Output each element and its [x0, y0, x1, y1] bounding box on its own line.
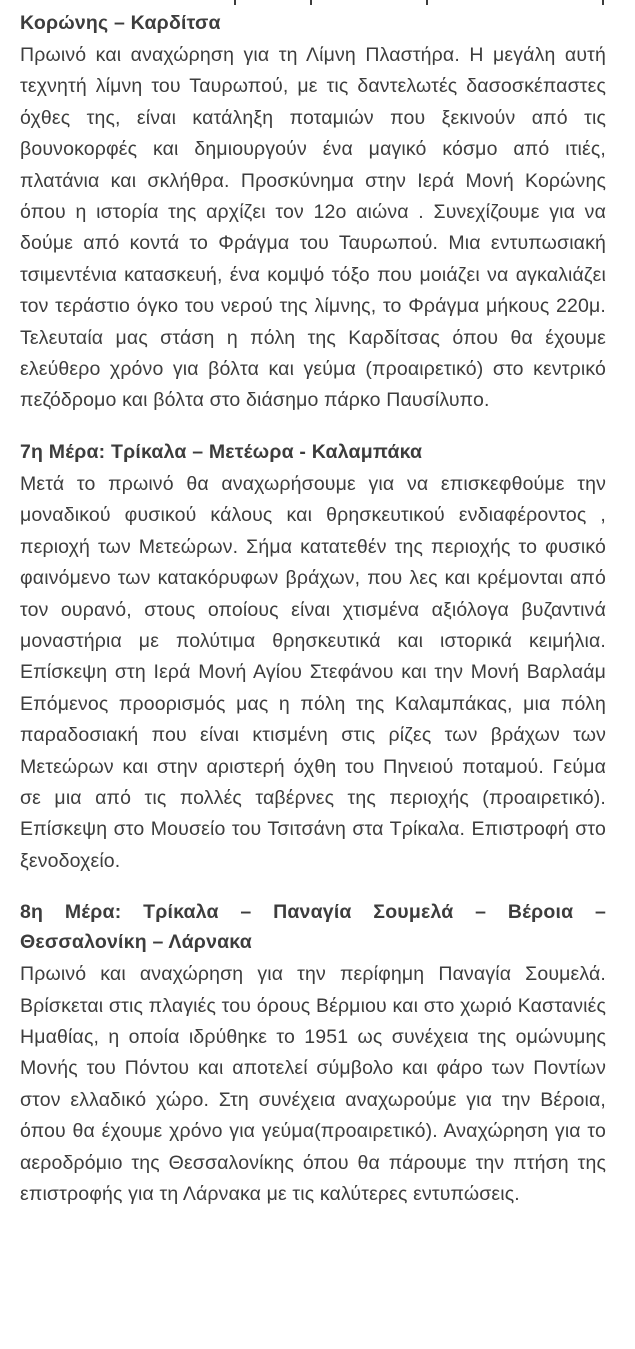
day-section-koronis-karditsa [20, 0, 606, 417]
day-description: Μετά το πρωινό θα αναχωρήσουμε για να επισκεφθούμε την μοναδικού φυσικού κάλους και θρησκευτικού ενδιαφέροντος , περιοχή των Μετεώρων. Σήμα κατατεθέν της περιοχής το φυσικό φαινόμενο των κατακόρυφων βράχων, που λες και κρέμονται από τον ουρανό, στους οποίους είναι χτισμένα αξιόλογα βυζαντινά μοναστήρια με πολύτιμα θρησκευτικά και ιστορικά κειμήλια. Επίσκεψη στη Ιερά Μονή Αγίου Στεφάνου και την Μονή Βαρλαάμ Επόμενος προορισμός μας η πόλη της Καλαμπάκας, μια πόλη παραδοσιακή που είναι κτισμένη στις ρίζες των βράχων των Μετεώρων και στην αριστερή όχθη του Πηνειού ποταμού. Γεύμα σε μια από τις πολλές ταβέρνες της περιοχής (προαιρετικό). Επίσκεψη στο Μουσείο του Τσιτσάνη στα Τρίκαλα. Επιστροφή στο ξενοδοχείο. [20, 472, 606, 872]
day-heading: 7η Μέρα: Τρίκαλα – Μετέωρα - Καλαμπάκα [20, 440, 423, 463]
day-heading: Κορώνης – Καρδίτσα [20, 12, 221, 34]
day-section-8 [20, 897, 606, 1210]
day-description: Πρωινό και αναχώρηση για τη Λίμνη Πλαστήρα. Η μεγάλη αυτή τεχνητή λίμνη του Ταυρωπού, με τις δαντελωτές δασοσκέπαστες όχθες της, είναι κατάληξη ποταμιών που ξεκινούν από τις βουνοκορφές και δημιουργούν ένα μαγικό κόσμο από ιτιές, πλατάνια και σκλήθρα. Προσκύνημα στην Ιερά Μονή Κορώνης όπου η ιστορία της αρχίζει τον 12ο αιώνα . Συνεχίζουμε για να δούμε από κοντά το Φράγμα του Ταυρωπού. Μια εντυπωσιακή τσιμεντένια κατασκευή, ένα κομψό τόξο που μοιάζει να αγκαλιάζει τον τεράστιο όγκο του νερού της λίμνης, το Φράγμα μήκους 220μ. Τελευταία μας στάση η πόλη της Καρδίτσας όπου θα έχουμε ελεύθερο χρόνο για βόλτα και γεύμα (προαιρετικό) στο κεντρικό πεζόδρομο και βόλτα στο διάσημο πάρκο Παυσίλυπο. [20, 44, 606, 412]
day-heading: 8η Μέρα: Τρίκαλα – Παναγία Σουμελά – Βέροια – Θεσσαλονίκη – Λάρνακα [20, 901, 606, 954]
day-description: Πρωινό και αναχώρηση για την περίφημη Παναγία Σουμελά. Βρίσκεται στις πλαγιές του όρους Βέρμιου και στο χωριό Καστανιές Ημαθίας, η οποία ιδρύθηκε το 1951 ως συνέχεια της ομώνυμης Μονής του Πόντου και αποτελεί σύμβολο και φάρο των Ποντίων στον ελλαδικό χώρο. Στη συνέχεια αναχωρούμε για την Βέροια, όπου θα έχουμε χρόνο για γεύμα(προαιρετικό). Αναχώρηση για το αεροδρόμιο της Θεσσαλονίκης όπου θα πάρουμε την πτήση της επιστροφής για τη Λάρνακα με τις καλύτερες εντυπώσεις. [20, 963, 606, 1205]
itinerary-document [20, 0, 606, 1210]
day-section-7 [20, 437, 606, 877]
